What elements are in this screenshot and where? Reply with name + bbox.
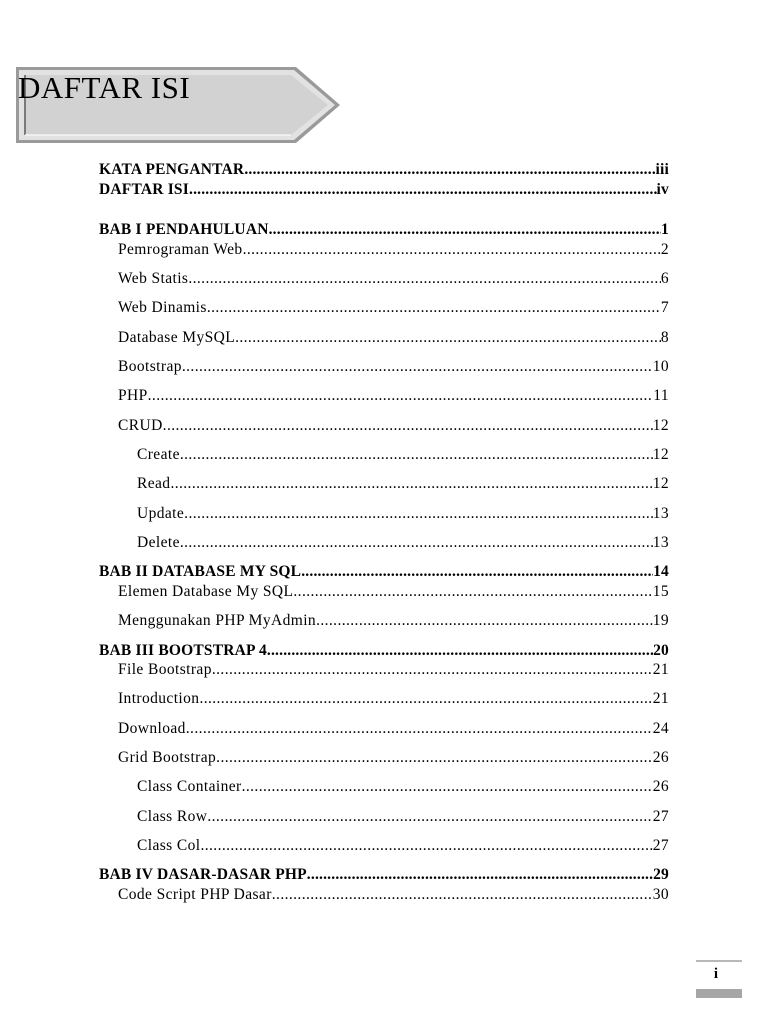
toc-leader-dots xyxy=(180,445,653,465)
toc-entry-label: Class Row xyxy=(137,808,208,825)
toc-leader-dots xyxy=(207,298,661,318)
toc-entry xyxy=(99,562,669,582)
toc-entry-label: Web Statis xyxy=(118,270,189,287)
toc-entry-page: 13 xyxy=(652,534,669,551)
toc-leader-dots xyxy=(267,641,653,661)
toc-leader-dots xyxy=(163,416,653,436)
toc-entry xyxy=(99,660,669,680)
toc-entry xyxy=(99,641,669,661)
toc-entry-label: Introduction xyxy=(118,690,200,707)
toc-entry-page: 2 xyxy=(660,241,669,258)
toc-entry xyxy=(99,298,669,318)
toc-leader-dots xyxy=(148,386,654,406)
toc-entry-label: PHP xyxy=(118,387,148,404)
toc-entry-label: BAB IV DASAR-DASAR PHP xyxy=(99,866,307,883)
toc-entry-label: Bootstrap xyxy=(118,358,182,375)
toc-entry-label: Download xyxy=(118,720,186,737)
toc-leader-dots xyxy=(186,719,653,739)
toc-leader-dots xyxy=(244,160,655,180)
toc-entry-label: KATA PENGANTAR xyxy=(99,161,245,178)
toc-entry xyxy=(99,719,669,739)
toc-entry-page: 30 xyxy=(652,886,669,903)
toc-entry-page: 24 xyxy=(652,720,669,737)
toc-entry-page: 21 xyxy=(652,661,669,678)
toc-entry-page: 13 xyxy=(652,505,669,522)
toc-entry-page: 15 xyxy=(652,583,669,600)
toc-leader-dots xyxy=(301,562,653,582)
toc-entry xyxy=(99,416,669,436)
toc-entry-page: iii xyxy=(655,161,669,178)
toc-leader-dots xyxy=(272,885,653,905)
toc-entry-page: 26 xyxy=(652,749,669,766)
toc-entry-page: 7 xyxy=(660,299,669,316)
toc-leader-dots xyxy=(235,328,661,348)
toc-entry xyxy=(99,445,669,465)
toc-entry-page: iv xyxy=(656,181,669,198)
toc-entry-label: Elemen Database My SQL xyxy=(118,583,294,600)
toc-entry-page: 29 xyxy=(653,866,669,883)
toc-leader-dots xyxy=(212,660,653,680)
toc-entry xyxy=(99,865,669,885)
toc-entry-page: 26 xyxy=(652,778,669,795)
toc-entry xyxy=(99,180,669,200)
toc-entry-label: Update xyxy=(137,505,185,522)
toc-entry xyxy=(99,220,669,240)
toc-entry xyxy=(99,836,669,856)
toc-leader-dots xyxy=(170,474,652,494)
toc-entry-page: 11 xyxy=(653,387,669,404)
toc-entry xyxy=(99,328,669,348)
toc-entry xyxy=(99,504,669,524)
toc-leader-dots xyxy=(216,748,653,768)
footer-page-number: i xyxy=(713,966,719,982)
toc-entry-label: Grid Bootstrap xyxy=(118,749,217,766)
toc-entry-label: Delete xyxy=(137,534,180,551)
toc-entry xyxy=(99,748,669,768)
toc-entry-label: Pemrograman Web xyxy=(118,241,243,258)
title-banner xyxy=(16,66,342,146)
toc-leader-dots xyxy=(184,504,653,524)
toc-entry-page: 12 xyxy=(652,475,669,492)
toc-leader-dots xyxy=(207,807,652,827)
toc-leader-dots xyxy=(316,611,653,631)
toc-entry xyxy=(99,533,669,553)
toc-entry-page: 12 xyxy=(652,417,669,434)
toc-entry xyxy=(99,611,669,631)
toc-entry-label: Database MySQL xyxy=(118,329,236,346)
toc-entry-page: 27 xyxy=(652,837,669,854)
toc-entry xyxy=(99,357,669,377)
footer-bar xyxy=(696,989,742,998)
toc-leader-dots xyxy=(199,689,652,709)
toc-leader-dots xyxy=(242,777,653,797)
toc-entry-page: 6 xyxy=(660,270,669,287)
toc-entry-page: 10 xyxy=(652,358,669,375)
toc-leader-dots xyxy=(188,269,660,289)
toc-entry-label: Class Col xyxy=(137,837,201,854)
toc-entry xyxy=(99,386,669,406)
toc-entry-page: 12 xyxy=(652,446,669,463)
toc-entry xyxy=(99,689,669,709)
toc-entry xyxy=(99,885,669,905)
toc-entry-page: 19 xyxy=(652,612,669,629)
toc-entry-page: 14 xyxy=(653,563,669,580)
toc-entry xyxy=(99,807,669,827)
toc-entry-page: 27 xyxy=(652,808,669,825)
toc-entry-label: BAB I PENDAHULUAN xyxy=(99,221,269,238)
toc-entry-label: DAFTAR ISI xyxy=(99,181,189,198)
toc-entry xyxy=(99,269,669,289)
toc-leader-dots xyxy=(269,220,661,240)
toc-entry-label: BAB III BOOTSTRAP 4 xyxy=(99,642,267,659)
footer-rule xyxy=(696,960,742,962)
toc-entry-label: Web Dinamis xyxy=(118,299,207,316)
page-title: DAFTAR ISI xyxy=(18,70,191,105)
toc-leader-dots xyxy=(293,582,652,602)
toc-entry-page: 8 xyxy=(660,329,669,346)
toc-leader-dots xyxy=(180,533,653,553)
toc-entry-label: Read xyxy=(137,475,171,492)
toc-entry-label: Code Script PHP Dasar xyxy=(118,886,272,903)
toc-entry-page: 1 xyxy=(661,221,669,238)
toc-entry-label: CRUD xyxy=(118,417,163,434)
toc-entry-label: Class Container xyxy=(137,778,242,795)
toc-entry xyxy=(99,582,669,602)
toc-entry xyxy=(99,474,669,494)
toc-entry-label: Create xyxy=(137,446,180,463)
toc-leader-dots xyxy=(182,357,653,377)
toc-entry xyxy=(99,240,669,260)
toc-entry-page: 21 xyxy=(652,690,669,707)
toc-entry xyxy=(99,160,669,180)
toc-leader-dots xyxy=(189,180,657,200)
toc-entry-label: Menggunakan PHP MyAdmin xyxy=(118,612,317,629)
toc-entry-label: BAB II DATABASE MY SQL xyxy=(99,563,302,580)
toc-leader-dots xyxy=(243,240,661,260)
toc-entry xyxy=(99,777,669,797)
toc-leader-dots xyxy=(200,836,652,856)
toc-entry-page: 20 xyxy=(653,642,669,659)
toc-entry-label: File Bootstrap xyxy=(118,661,212,678)
toc-leader-dots xyxy=(307,865,653,885)
